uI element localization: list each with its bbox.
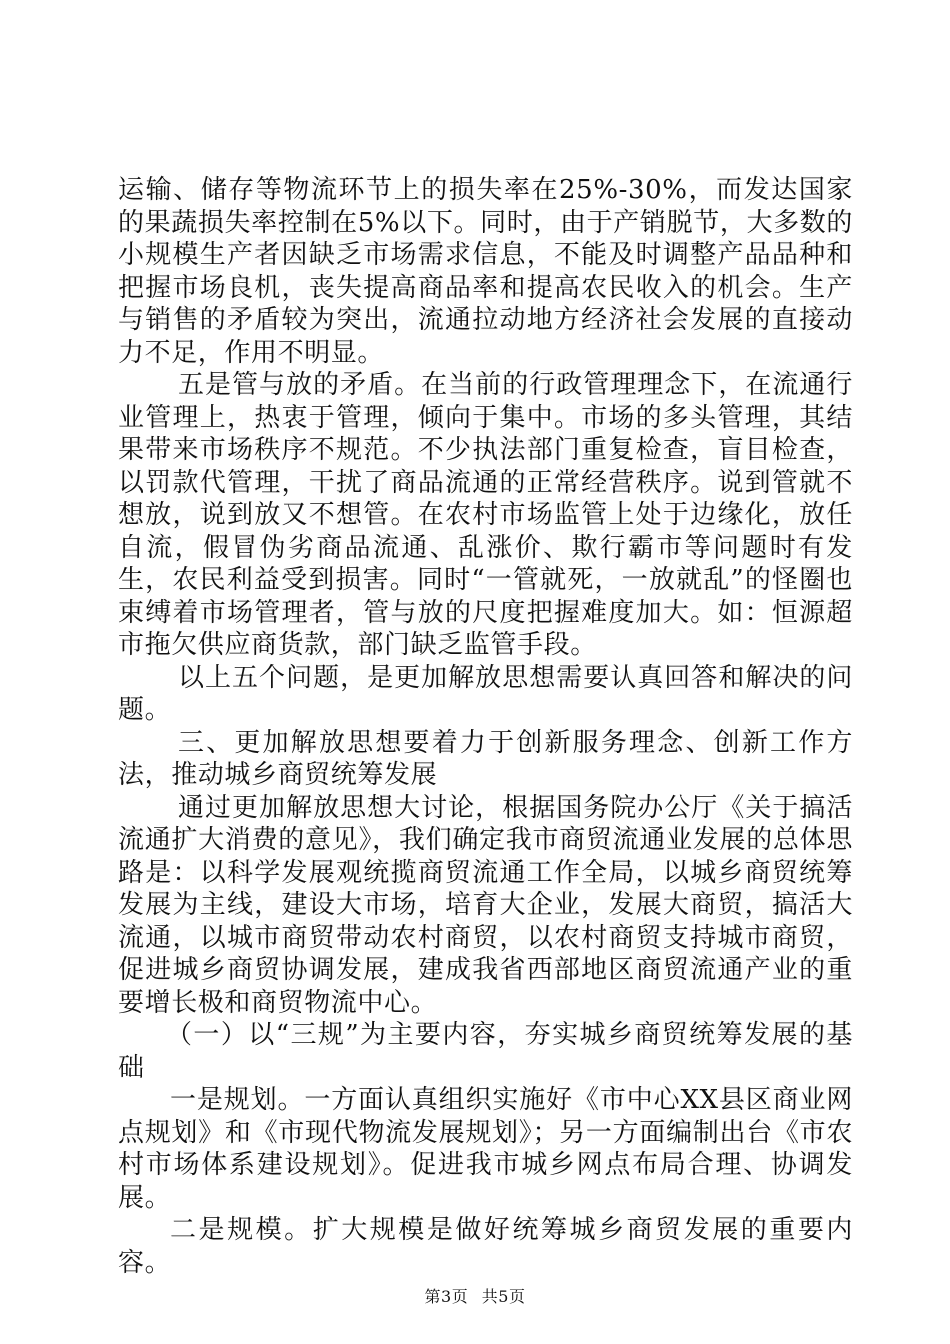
document-body xyxy=(118,174,853,1279)
paragraph-continuation: 运输、储存等物流环节上的损失率在25%-30%，而发达国家的果蔬损失率控制在5%以下。同时，由于产销脱节，大多数的小规模生产者因缺乏市场需求信息，不能及时调整产品品种和把握市场良机，丧失提高商品率和提高农民收入的机会。生产与销售的矛盾较为突出，流通拉动地方经济社会发展的直接动力不足，作用不明显。 xyxy=(118,175,853,368)
subsection-heading-one: （一）以“三规”为主要内容，夯实城乡商贸统筹发展的基础 xyxy=(118,1020,853,1083)
page-footer xyxy=(0,1284,950,1307)
page-number-total: 共5页 xyxy=(481,1287,526,1306)
paragraph-planning: 一是规划。一方面认真组织实施好《市中心XX县区商业网点规划》和《市现代物流发展规划》；另一方面编制出台《市农村市场体系建设规划》。促进我市城乡网点布局合理、协调发展。 xyxy=(118,1085,853,1213)
section-heading-three: 三、更加解放思想要着力于创新服务理念、创新工作方法，推动城乡商贸统筹发展 xyxy=(118,727,853,790)
page-number-current: 第3页 xyxy=(424,1287,469,1306)
paragraph-fifth-contradiction: 五是管与放的矛盾。在当前的行政管理理念下，在流通行业管理上，热衷于管理，倾向于集中。市场的多头管理，其结果带来市场秩序不规范。不少执法部门重复检查，盲目检查，以罚款代管理，干扰了商品流通的正常经营秩序。说到管就不想放，说到放又不想管。在农村市场监管上处于边缘化，放任自流，假冒伪劣商品流通、乱涨价、欺行霸市等问题时有发生，农民利益受到损害。同时“一管就死，一放就乱”的怪圈也束缚着市场管理者，管与放的尺度把握难度加大。如：恒源超市拖欠供应商货款，部门缺乏监管手段。 xyxy=(118,370,853,660)
paragraph-summary: 以上五个问题，是更加解放思想需要认真回答和解决的问题。 xyxy=(118,662,853,725)
paragraph-overall-approach: 通过更加解放思想大讨论，根据国务院办公厅《关于搞活流通扩大消费的意见》，我们确定我市商贸流通业发展的总体思路是：以科学发展观统揽商贸流通工作全局，以城乡商贸统筹发展为主线，建设大市场，培育大企业，发展大商贸，搞活大流通，以城市商贸带动农村商贸，以农村商贸支持城市商贸，促进城乡商贸协调发展，建成我省西部地区商贸流通产业的重要增长极和商贸物流中心。 xyxy=(118,792,853,1018)
paragraph-scale: 二是规模。扩大规模是做好统筹城乡商贸发展的重要内容。 xyxy=(118,1215,853,1278)
